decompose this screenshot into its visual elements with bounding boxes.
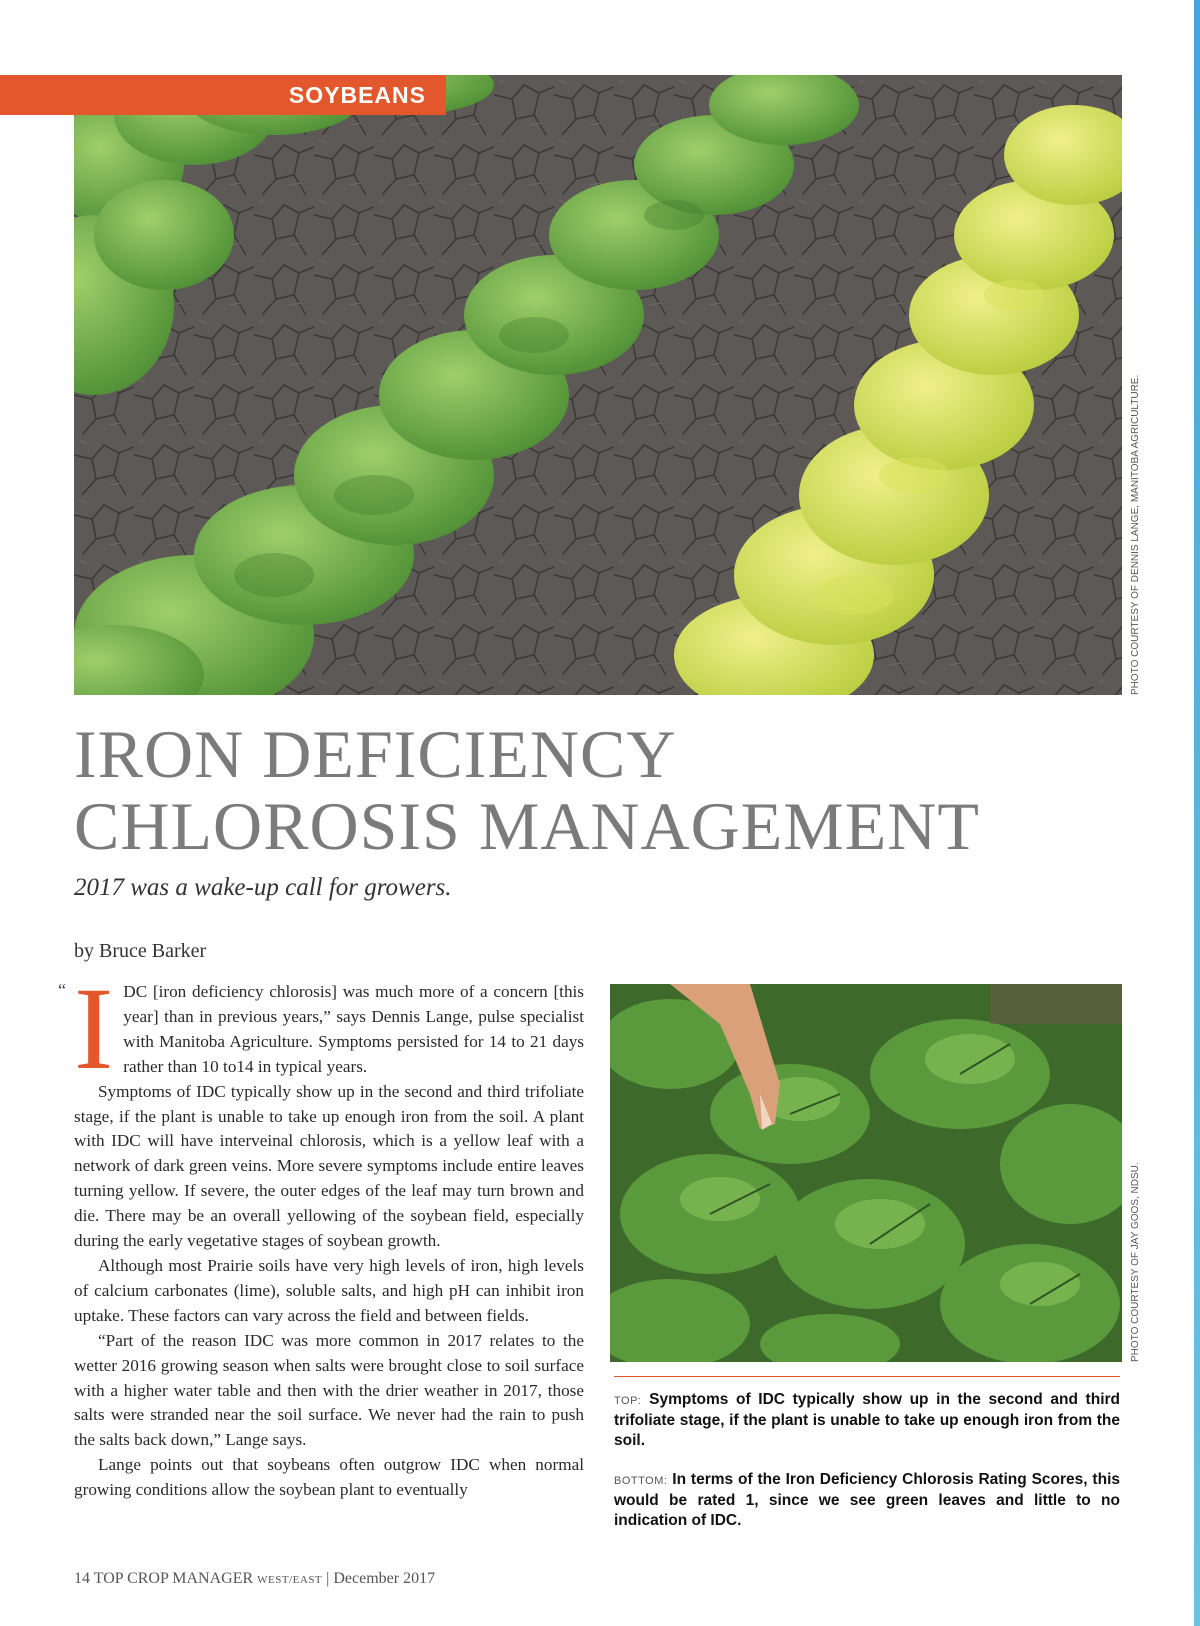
- inset-photo: [610, 984, 1122, 1362]
- headline-line-2: CHLOROSIS MANAGEMENT: [74, 788, 980, 864]
- page-footer: [74, 1570, 435, 1588]
- body-paragraph-4: “Part of the reason IDC was more common in 2017 relates to the wetter 2016 growing season when salts were brought close to soil surface with a higher water table and then with the drier weather in 2017, those salts were stranded near the soil surface. We never had the rain to push the salts back down,” Lange says.: [74, 1330, 584, 1450]
- footer-magazine: TOP CROP MANAGER: [93, 1570, 254, 1587]
- inset-photo-credit: PHOTO COURTESY OF JAY GOOS, NDSU.: [1130, 1162, 1141, 1362]
- body-paragraph-5: Lange points out that soybeans often outgrow IDC when normal growing conditions allow the soybean plant to eventually: [74, 1455, 584, 1500]
- caption-bottom-label: BOTTOM:: [614, 1475, 668, 1487]
- caption-bottom-text: In terms of the Iron Deficiency Chlorosis Rating Scores, this would be rated 1, since we see green leaves and little to no indication of IDC.: [614, 1471, 1120, 1529]
- article-deck: 2017 was a wake-up call for growers.: [74, 874, 452, 901]
- footer-edition: WEST/EAST: [257, 1574, 323, 1586]
- drop-cap: I: [74, 963, 114, 1094]
- body-paragraph-2: Symptoms of IDC typically show up in the second and third trifoliate stage, if the plant is unable to take up enough iron from the soil. A plant with IDC will have interveinal chlorosis, which is a yellow leaf with a network of dark green veins. More severe symptoms include entire leaves turning yellow. If severe, the outer edges of the leaf may turn brown and die. There may be an overall yellowing of the soybean field, especially during the early vegetative stages of soybean growth.: [74, 1081, 584, 1251]
- caption-top-label: TOP:: [614, 1395, 642, 1407]
- soybean-leaves-illustration: [610, 984, 1122, 1362]
- open-quote-mark: “: [58, 980, 66, 1000]
- section-tab-label: SOYBEANS: [288, 81, 426, 108]
- footer-issue: December 2017: [333, 1570, 436, 1587]
- page-edge-stripe: [1194, 0, 1200, 1626]
- soybean-rows-illustration: [74, 75, 1122, 695]
- article-headline: [74, 718, 1134, 862]
- headline-line-1: IRON DEFICIENCY: [74, 716, 677, 792]
- caption-divider: [614, 1376, 1120, 1377]
- hero-photo: [74, 75, 1122, 695]
- hero-photo-credit: PHOTO COURTESY OF DENNIS LANGE, MANITOBA AGRICULTURE.: [1130, 374, 1141, 695]
- body-paragraph-1-text: DC [iron deficiency chlorosis] was much more of a concern [this year] than in previous years,” says Dennis Lange, pulse specialist with Manitoba Agriculture. Symptoms persisted for 14 to 21 days rather than 10 to14 in typical years.: [123, 982, 584, 1076]
- section-tab: [0, 75, 446, 115]
- caption-top: [614, 1390, 1120, 1451]
- caption-top-text: Symptoms of IDC typically show up in the second and third trifoliate stage, if the plant is unable to take up enough iron from the soil.: [614, 1391, 1120, 1449]
- caption-bottom: [614, 1470, 1120, 1531]
- body-paragraph-1: [74, 963, 584, 1094]
- footer-page-number: 14: [74, 1570, 90, 1587]
- body-paragraph-3: Although most Prairie soils have very high levels of iron, high levels of calcium carbonates (lime), soluble salts, and high pH can inhibit iron uptake. These factors can vary across the field and between fields.: [74, 1255, 584, 1325]
- article-byline: by Bruce Barker: [74, 940, 207, 962]
- footer-separator: |: [326, 1570, 330, 1587]
- article-body: [74, 963, 584, 1503]
